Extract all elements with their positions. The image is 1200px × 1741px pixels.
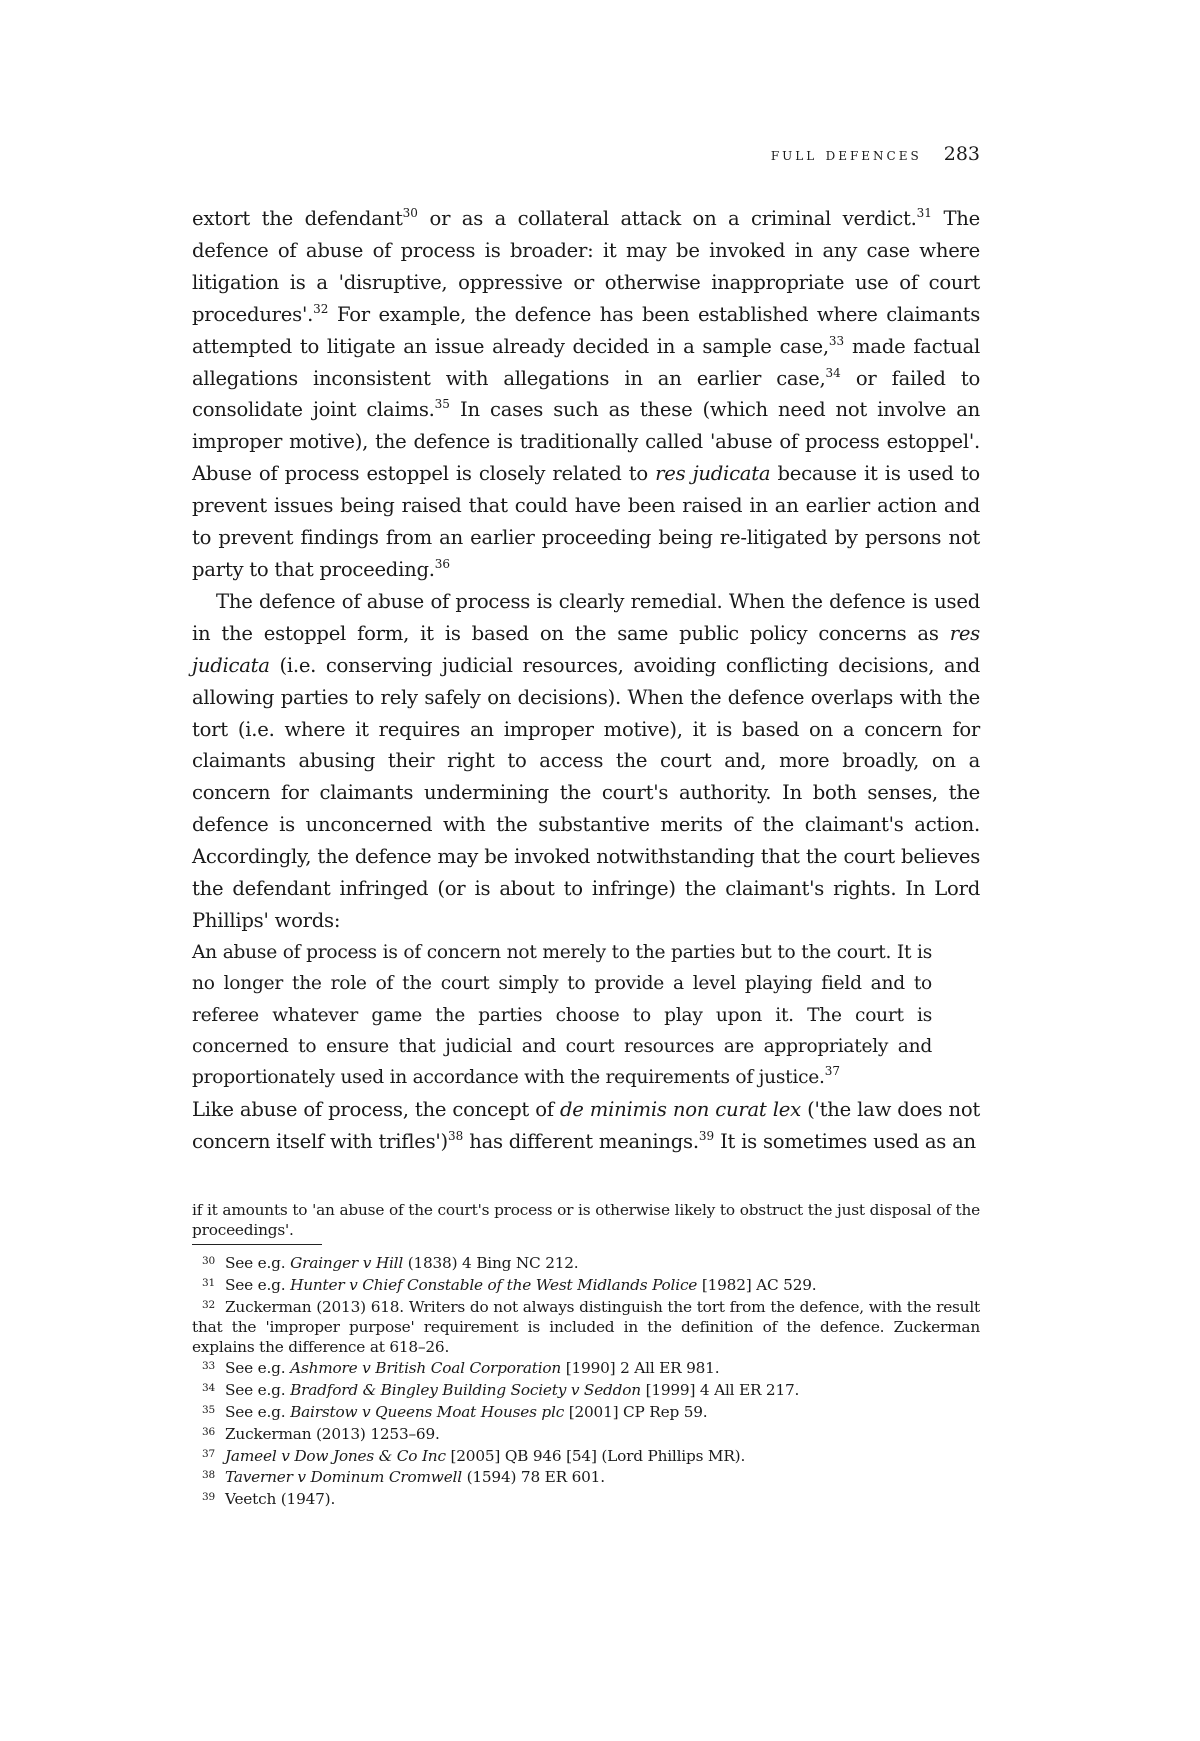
- case-name: Jameel v Dow Jones & Co Inc: [225, 1446, 446, 1465]
- footnote-31: 31 See e.g. Hunter v Chief Constable of the West Midlands Police [1982] AC 529.: [202, 1275, 817, 1294]
- footnote-text: See e.g.: [225, 1275, 291, 1294]
- footnote-citation: (1838) 4 Bing NC 212.: [403, 1254, 579, 1272]
- footnote-ref-39[interactable]: 39: [698, 1128, 715, 1143]
- footnote-32: 32 Zuckerman (2013) 618. Writers do not always distinguish the tort from the defence, with the result that the 'improper purpose' requirement is included in the definition of the defence. Zuckerman explains the difference at 618–26.: [192, 1297, 980, 1356]
- quote-text: An abuse of process is of concern not merely to the parties but to the court. It is no longer the role of the court simply to provide a level playing field and to referee whatever game the parties choose to play upon it. The court is concerned to ensure that judicial and court resources are appropriately and proportionately used in accordance with the requirements of justice.: [192, 941, 932, 1089]
- italic-term: res judicata: [655, 462, 771, 486]
- footnote-citation: (1594) 78 ER 601.: [461, 1468, 605, 1487]
- text-run: It is sometimes used as an: [714, 1129, 976, 1153]
- paragraph-3: [192, 1094, 980, 1158]
- footnote-text: See e.g.: [225, 1359, 291, 1378]
- footnote-38: 38 Taverner v Dominum Cromwell (1594) 78 ER 601.: [202, 1468, 605, 1487]
- footnote-text: See e.g.: [225, 1254, 291, 1272]
- text-run: For example, the defence has been established where claimants attempted to litigate an issue already decided in a sample case,: [192, 302, 980, 358]
- footnote-ref-30[interactable]: 30: [402, 206, 418, 220]
- footnote-rule: [192, 1244, 322, 1245]
- text-run: The defence of abuse of process is broader: it may be invoked in any case where litigation is a 'disruptive, oppressive or otherwise inappropriate use of court procedures'.: [192, 207, 980, 326]
- text-run: The defence of abuse of process is clearly remedial. When the defence is used in the estoppel form, it is based on the same public policy concerns as: [192, 589, 980, 645]
- case-name: Taverner v Dominum Cromwell: [225, 1468, 462, 1487]
- footnote-text: See e.g.: [225, 1402, 291, 1421]
- footnote-36: 36 Zuckerman (2013) 1253–69.: [202, 1424, 440, 1443]
- text-run: or failed to consolidate joint claims.: [192, 366, 980, 422]
- footnote-ref-33[interactable]: 33: [828, 333, 845, 348]
- text-run: made factual allegations inconsistent with allegations in an earlier case,: [192, 334, 980, 390]
- case-name: Bairstow v Queens Moat Houses plc: [290, 1402, 565, 1421]
- footnote-citation: [1990] 2 All ER 981.: [561, 1359, 720, 1378]
- text-run: extort the defendant: [192, 207, 403, 230]
- footnote-33: 33 See e.g. Ashmore v British Coal Corporation [1990] 2 All ER 981.: [202, 1359, 720, 1378]
- footnote-ref-32[interactable]: 32: [313, 301, 329, 316]
- footnote-35: 35 See e.g. Bairstow v Queens Moat Houses plc [2001] CP Rep 59.: [202, 1402, 708, 1421]
- footnote-citation: [1999] 4 All ER 217.: [640, 1381, 800, 1400]
- footnote-citation: [1982] AC 529.: [697, 1275, 817, 1294]
- page-number: 283: [943, 143, 980, 165]
- text-run: because it is used to prevent issues being raised that could have been raised in an earlier action and to prevent findings from an earlier proceeding being re-litigated by persons not party to that proceeding.: [192, 462, 980, 581]
- footnote-34: 34 See e.g. Bradford & Bingley Building Society v Seddon [1999] 4 All ER 217.: [202, 1381, 800, 1400]
- running-head: [192, 141, 980, 168]
- footnote-ref-31[interactable]: 31: [916, 206, 932, 220]
- footnote-text: See e.g.: [225, 1381, 291, 1400]
- text-run: (i.e. conserving judicial resources, avoiding conflicting decisions, and allowing parties to rely safely on decisions). When the defence overlaps with the tort (i.e. where it requires an improper motive), it is based on a concern for claimants abusing their right to access the court and, more broadly, on a concern for claimants undermining the court's authority. In both senses, the defence is unconcerned with the substantive merits of the claimant's action. Accordingly, the defence may be invoked notwithstanding that the court believes the defendant infringed (or is about to infringe) the claimant's rights. In Lord Phillips' words:: [192, 653, 980, 932]
- text-run: In cases such as these (which need not involve an improper motive), the defence is traditionally called 'abuse of process estoppel'. Abuse of process estoppel is closely related to: [192, 398, 980, 486]
- case-name: Grainger v Hill: [290, 1254, 404, 1272]
- running-title: full defences: [770, 145, 922, 165]
- italic-term: res judicata: [192, 621, 980, 677]
- footnote-citation: [2001] CP Rep 59.: [564, 1402, 708, 1421]
- footnote-ref-37[interactable]: 37: [824, 1064, 840, 1079]
- italic-term: de minimis non curat lex: [559, 1097, 801, 1121]
- paragraph-2: [192, 586, 980, 937]
- case-name: Ashmore v British Coal Corporation: [290, 1359, 562, 1378]
- case-name: Bradford & Bingley Building Society v Seddon: [290, 1381, 641, 1400]
- text-run: Like abuse of process, the concept of: [192, 1097, 560, 1121]
- text-run: or as a collateral attack on a criminal verdict.: [417, 207, 917, 230]
- text-run: ('the law does not concern itself with trifles'): [192, 1097, 980, 1153]
- case-name: Hunter v Chief Constable of the West Midlands Police: [290, 1275, 698, 1294]
- footnote-text: Zuckerman (2013) 618. Writers do not always distinguish the tort from the defence, with the result that the 'improper purpose' requirement is included in the definition of the defence. Zuckerman explains the difference at 618–26.: [192, 1297, 980, 1356]
- footnote-continuation: if it amounts to 'an abuse of the court's process or is otherwise likely to obstruct the just disposal of the proceedings'.: [192, 1201, 980, 1239]
- text-run: has different meanings.: [463, 1129, 699, 1153]
- footnote-list: [192, 1253, 980, 1509]
- footnote-ref-35[interactable]: 35: [434, 397, 450, 412]
- footnote-30: 30 See e.g. Grainger v Hill (1838) 4 Bing NC 212.: [202, 1254, 579, 1272]
- footnote-37: 37 Jameel v Dow Jones & Co Inc [2005] QB 946 [54] (Lord Phillips MR).: [202, 1446, 746, 1465]
- footnote-text: Zuckerman (2013) 1253–69.: [225, 1424, 440, 1443]
- footnote-text: Veetch (1947).: [225, 1490, 336, 1509]
- footnote-citation: [2005] QB 946 [54] (Lord Phillips MR).: [445, 1446, 746, 1465]
- footnote-39: 39 Veetch (1947).: [202, 1490, 336, 1509]
- footnote-ref-38[interactable]: 38: [447, 1128, 464, 1143]
- footnote-ref-36[interactable]: 36: [434, 556, 451, 571]
- paragraph-1: [192, 203, 980, 586]
- footnote-ref-34[interactable]: 34: [825, 365, 841, 380]
- block-quote: [192, 937, 932, 1094]
- body-text: [192, 203, 980, 1158]
- footnotes: [192, 1200, 980, 1511]
